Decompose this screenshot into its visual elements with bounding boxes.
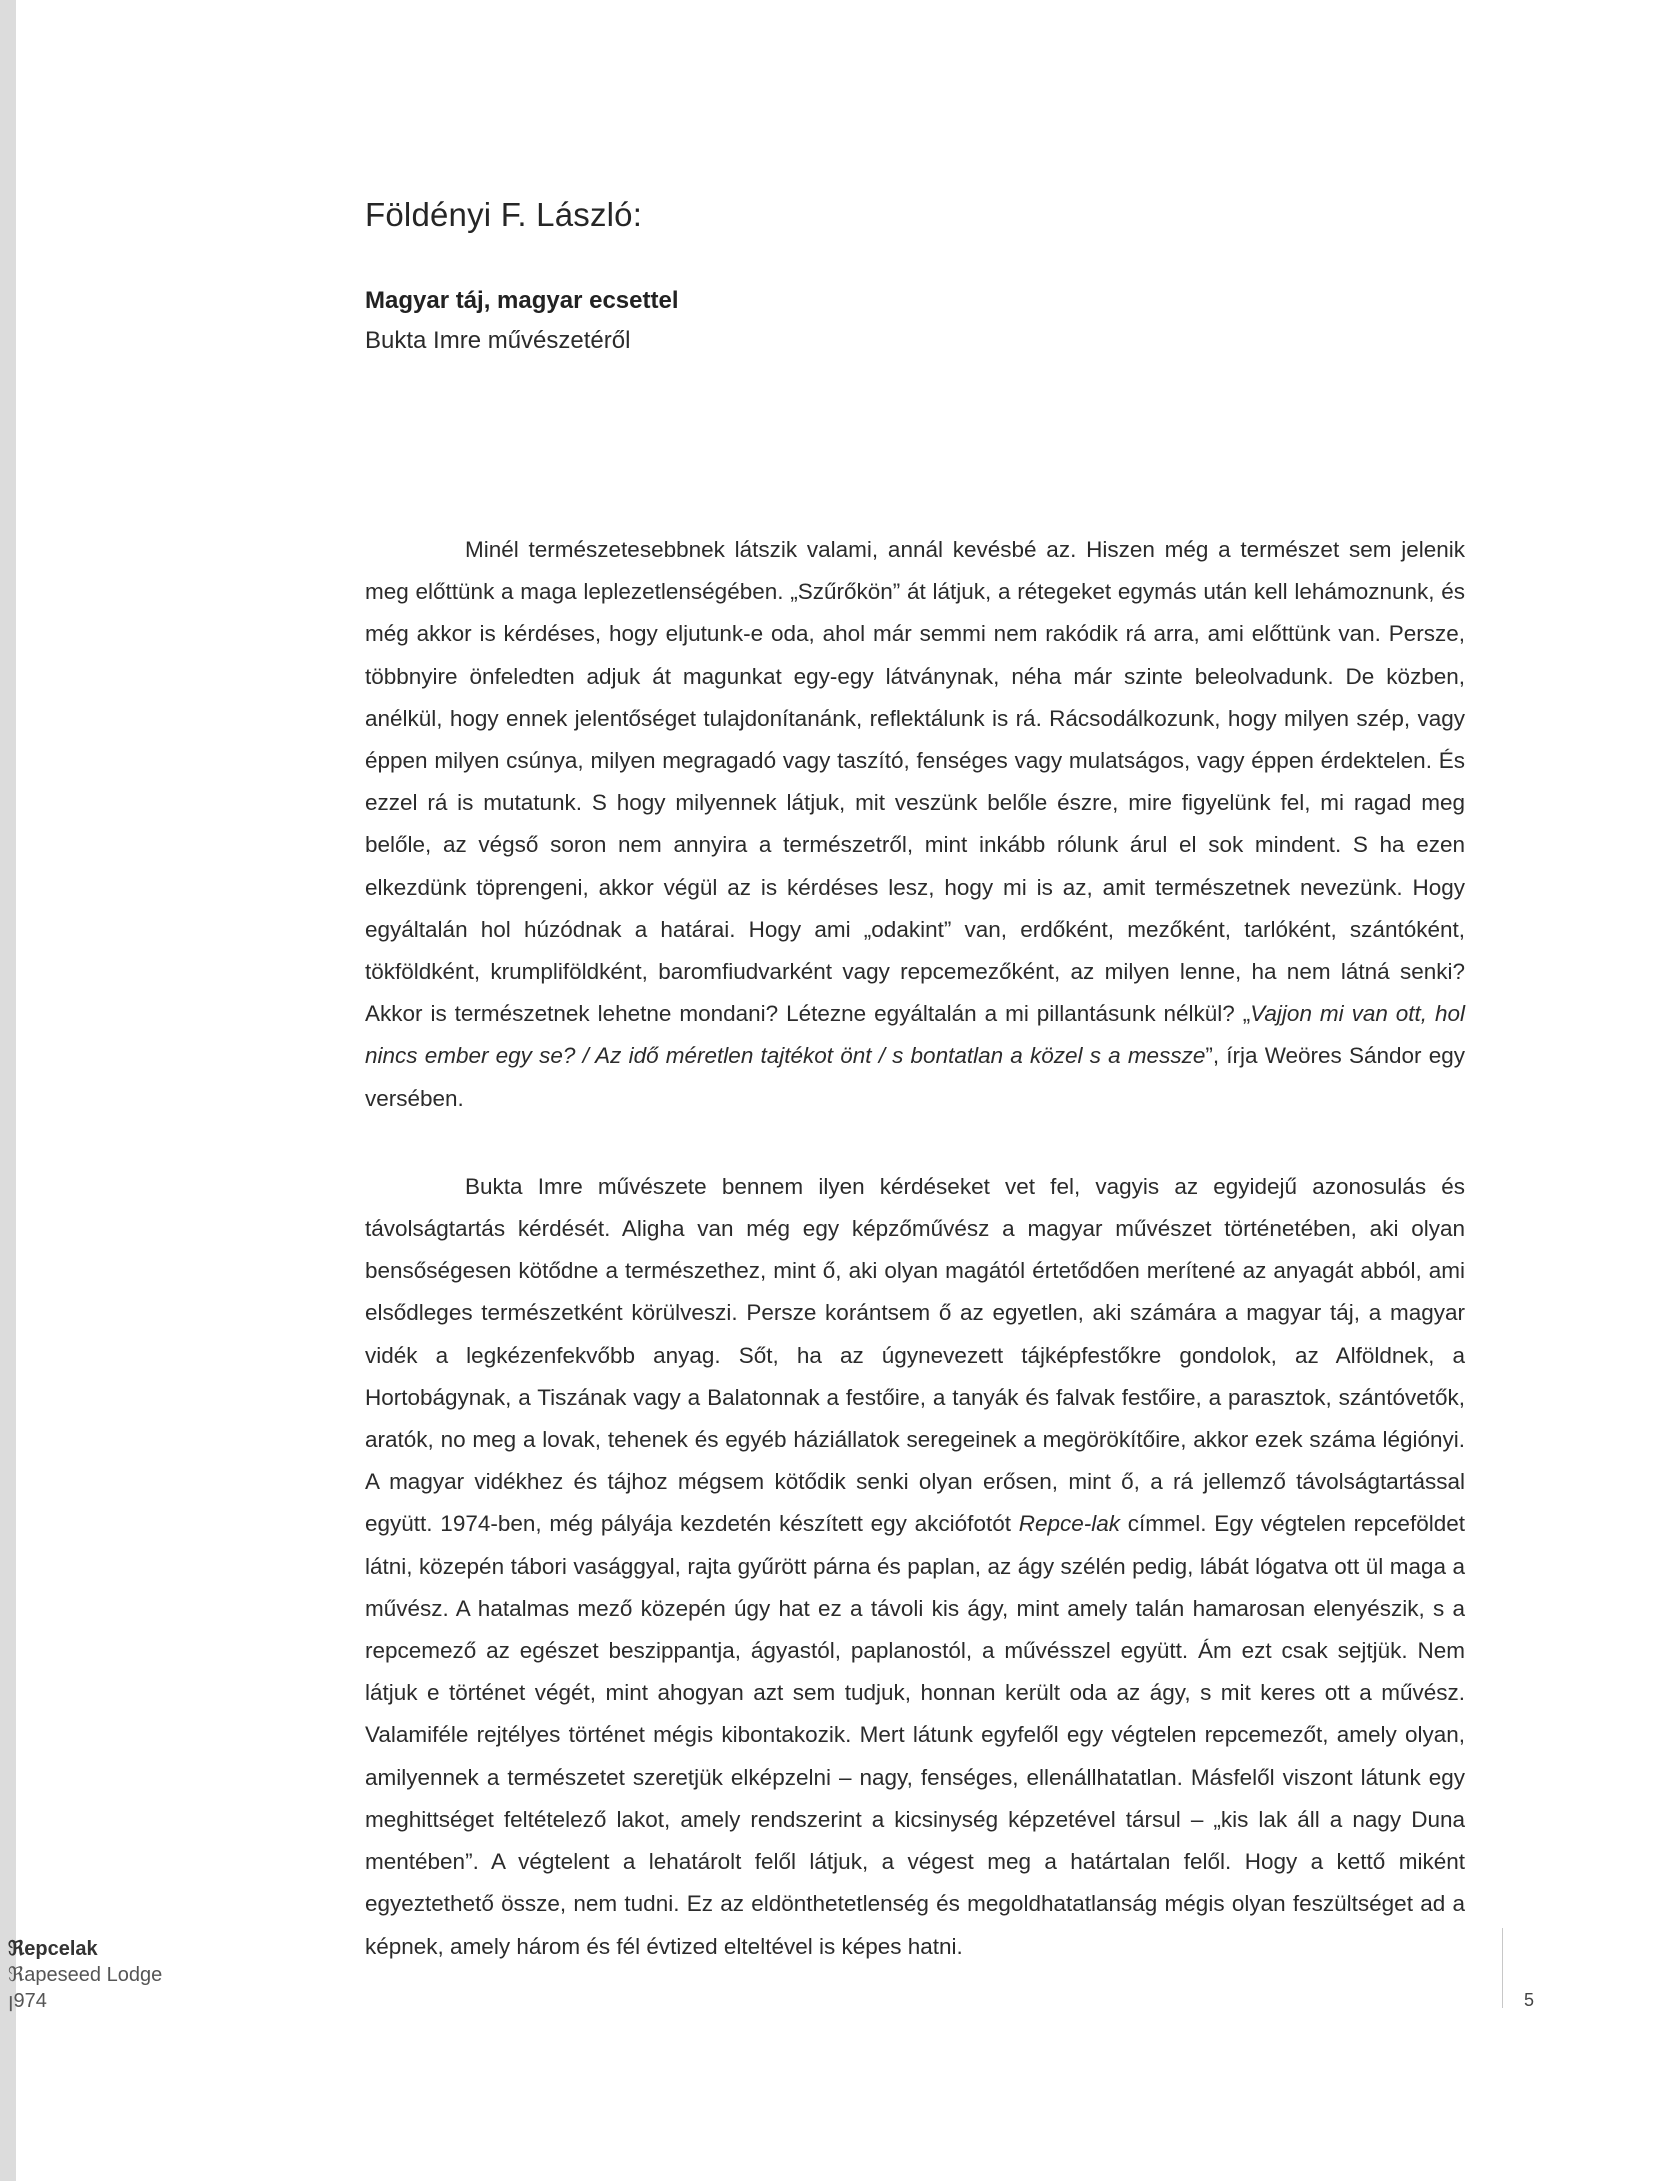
essay-body xyxy=(365,529,1465,1968)
page-number-rule xyxy=(1502,1928,1503,2008)
paragraph-2-tail: címmel. Egy végtelen repceföldet látni, közepén tábori vasággyal, rajta gyűrött párna és paplan, az ágy szélén pedig, lábát lógatva ott ül maga a művész. A hatalmas mező közepén úgy hat ez a távoli kis ágy, mint amely talán hamarosan elenyészik, s a repcemező az egészet beszippantja, ágyastól, paplanostól, a művésszel együtt. Ám ezt csak sejtjük. Nem látjuk e történet végét, mint ahogyan azt sem tudjuk, honnan került oda az ágy, s mit keres ott a művész. Valamiféle rejtélyes történet mégis kibontakozik. Mert látunk egyfelől egy végtelen repcemezőt, amely olyan, amilyennek a természetet szeretjük elképzelni – nagy, fenséges, ellenállhatatlan. Másfelől viszont látunk egy meghittséget feltételező lakot, amely rendszerint a kicsinység képzetével társul – „kis lak áll a nagy Duna mentében”. A végtelent a lehatárolt felől látjuk, a végest meg a határtalan felől. Hogy a kettő miként egyeztethető össze, nem tudni. Ez az eldönthetetlenség és megoldhatatlanság mégis olyan feszültséget ad a képnek, amely három és fél évtized elteltével is képes hatni. xyxy=(365,1511,1465,1959)
page-left-edge xyxy=(0,0,16,2181)
author-name: Földényi F. László: xyxy=(365,196,643,233)
paragraph-1-tail: ”, írja Weöres Sándor egy versében. xyxy=(365,1043,1465,1111)
paragraph-2-text: Bukta Imre művészete bennem ilyen kérdéseket vet fel, vagyis az egyidejű azonosulás és távolságtartás kérdését. Aligha van még egy képzőművész a magyar művészet történetében, aki olyan bensőségesen kötődne a természethez, mint ő, aki olyan magától értetődően merítené az anyagát abból, ami elsődleges természetként körülveszi. Persze korántsem ő az egyetlen, aki számára a magyar táj, a magyar vidék a legkézenfekvőbb anyag. Sőt, ha az úgynevezett tájképfestőkre gondolok, az Alföldnek, a Hortobágynak, a Tiszának vagy a Balatonnak a festőire, a tanyák és falvak festőire, a parasztok, szántóvetők, aratók, no meg a lovak, tehenek és egyéb háziállatok seregeinek a megörökítőire, akkor ezek száma légiónyi. A magyar vidékhez és tájhoz mégsem kötődik senki olyan erősen, mint ő, a rá jellemző távolságtartással együtt. 1974-ben, még pályája kezdetén készített egy akciófotót xyxy=(365,1173,1465,1537)
paragraph-1 xyxy=(365,529,1465,1120)
caption-year: ꞁ974 xyxy=(8,1990,47,2012)
paragraph-1-text: Minél természetesebbnek látszik valami, annál kevésbé az. Hiszen még a természet sem jelenik meg előttünk a maga leplezetlenségében. „Szűrőkön” át látjuk, a rétegeket egymás után kell lehámoznunk, és még akkor is kérdéses, hogy eljutunk-e oda, ahol már semmi nem rakódik rá arra, ami előttünk van. Persze, többnyire önfeledten adjuk át magunkat egy-egy látványnak, néha már szinte beleolvadunk. De közben, anélkül, hogy ennek jelentőséget tulajdonítanánk, reflektálunk is rá. Rácsodálkozunk, hogy milyen szép, vagy éppen milyen csúnya, milyen megragadó vagy taszító, fenséges vagy mulatságos, vagy éppen érdektelen. És ezzel rá is mutatunk. S hogy milyennek látjuk, mit veszünk belőle észre, mire figyelünk fel, mi ragad meg belőle, az végső soron nem annyira a természetről, mint inkább rólunk árul el sok mindent. S ha ezen elkezdünk töprengeni, akkor végül az is kérdéses lesz, hogy mi is az, amit természetnek nevezünk. Hogy egyáltalán hol húzódnak a határai. Hogy ami „odakint” van, erdőként, mezőként, tarlóként, szántóként, tökföldként, krumpliföldként, baromfiudvarként vagy repcemezőként, az milyen lenne, ha nem látná senki? Akkor is természetnek lehetne mondani? Létezne egyáltalán a mi pillantásunk nélkül? „ xyxy=(365,537,1465,1027)
image-caption xyxy=(8,1936,162,2014)
essay-title: Magyar táj, magyar ecsettel xyxy=(365,287,679,314)
caption-english-title: ℜapeseed Lodge xyxy=(8,1964,163,1986)
paragraph-2 xyxy=(365,1166,1465,1968)
page-number: 5 xyxy=(1524,1990,1535,2010)
caption-title: ℜepcelak xyxy=(8,1938,98,1960)
essay-subtitle: Bukta Imre művészetéről xyxy=(365,327,631,354)
artwork-title: Repce-lak xyxy=(1018,1511,1121,1537)
poem-quote: Vajjon mi van ott, hol nincs ember egy se? / Az idő méretlen tajtékot önt / s bontatlan a közel s a messze xyxy=(365,1001,1466,1069)
